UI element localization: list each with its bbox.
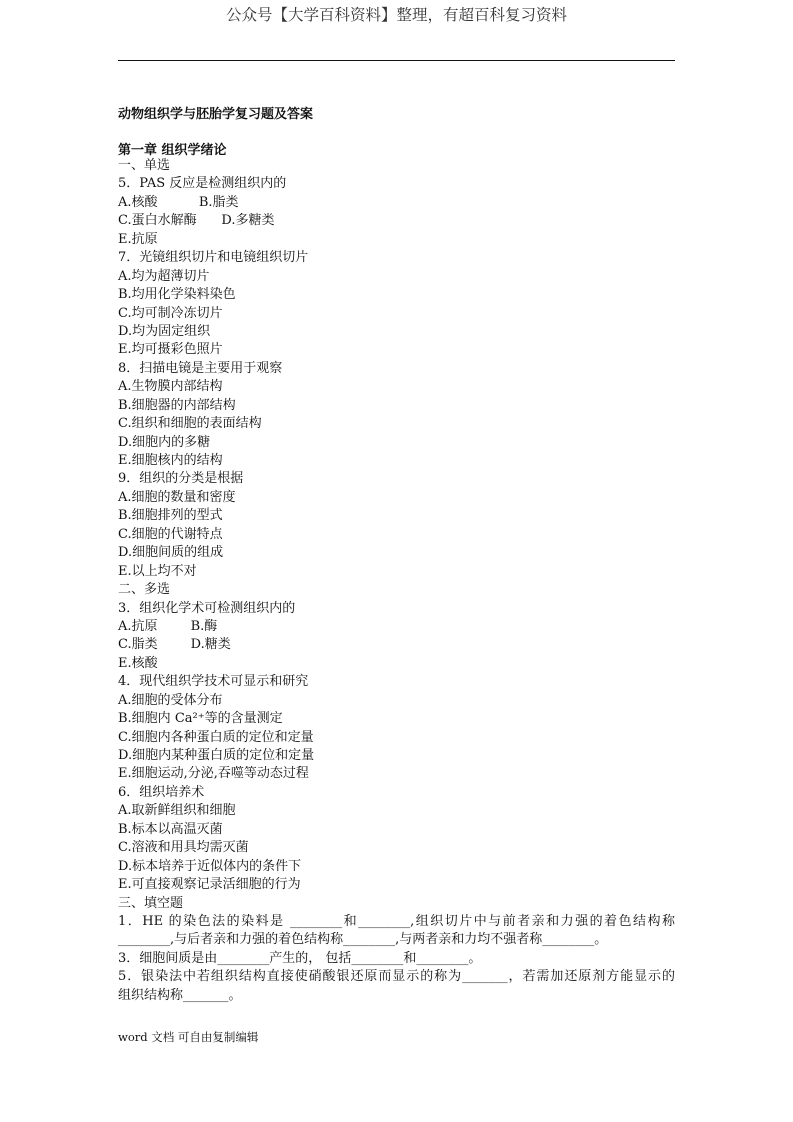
text-line: 组织结构称_______。 xyxy=(118,987,242,1003)
text-line: B.细胞器的内部结构 xyxy=(118,397,236,413)
text-line: 3．组织化学术可检测组织内的 xyxy=(118,600,296,616)
page-header: 公众号【大学百科资料】整理，有超百科复习资料 xyxy=(225,6,567,24)
chapter-heading: 第一章 组织学绪论 xyxy=(118,143,227,158)
text-line: 9．组织的分类是根据 xyxy=(118,471,244,487)
document-body xyxy=(118,157,675,1005)
text-line: A.抗原 B.酶 xyxy=(118,618,218,634)
text-line: D.细胞内某种蛋白质的定位和定量 xyxy=(118,748,315,763)
text-line: 1．HE 的染色法的染料是 ________和________,组织切片中与前者亲和力强的着色结构称 xyxy=(118,913,675,929)
document-title: 动物组织学与胚胎学复习题及答案 xyxy=(118,107,314,122)
text-line: C.细胞的代谢特点 xyxy=(118,526,223,542)
text-line: 7．光镜组织切片和电镜组织切片 xyxy=(118,250,309,266)
text-line: 5．PAS 反应是检测组织内的 xyxy=(118,176,287,192)
text-line: 4．现代组织学技术可显示和研究 xyxy=(118,674,309,690)
text-line: ________,与后者亲和力强的着色结构称________,与两者亲和力均不强者称________。 xyxy=(118,932,608,948)
text-line: E.细胞核内的结构 xyxy=(118,453,223,468)
text-line: 3．细胞间质是由________产生的， 包括________和________。 xyxy=(118,950,482,966)
text-line: A.生物膜内部结构 xyxy=(118,379,223,395)
text-line: B.标本以高温灭菌 xyxy=(118,821,223,837)
text-line: 三、填空题 xyxy=(118,895,184,911)
text-line: A.均为超薄切片 xyxy=(118,268,210,284)
text-line: A.取新鲜组织和细胞 xyxy=(118,803,236,819)
page-footer: word 文档 可自由复制编辑 xyxy=(118,1030,259,1044)
text-line: A.核酸 B.脂类 xyxy=(118,194,239,210)
text-line: 5．银染法中若组织结构直接使硝酸银还原而显示的称为_______，若需加还原剂方能显示的 xyxy=(118,969,675,985)
text-line: D.标本培养于近似体内的条件下 xyxy=(118,858,302,874)
text-line: E.细胞运动,分泌,吞噬等动态过程 xyxy=(118,766,309,782)
text-line: D.细胞内的多糖 xyxy=(118,434,211,450)
text-line: B.细胞内 Ca²⁺等的含量测定 xyxy=(118,711,283,727)
text-line: E.均可摄彩色照片 xyxy=(118,342,223,358)
text-line: A.细胞的受体分布 xyxy=(118,692,223,708)
text-line: E.以上均不对 xyxy=(118,563,197,579)
text-line: C.蛋白水解酶 D.多糖类 xyxy=(118,213,275,229)
text-line: C.均可制冷冻切片 xyxy=(118,305,223,321)
text-line: B.均用化学染料染色 xyxy=(118,287,236,303)
text-line: C.组织和细胞的表面结构 xyxy=(118,416,262,432)
text-line: A.细胞的数量和密度 xyxy=(118,489,236,505)
text-line: C.溶液和用具均需灭菌 xyxy=(118,840,249,856)
text-line: D.细胞间质的组成 xyxy=(118,545,224,561)
text-line: C.细胞内各种蛋白质的定位和定量 xyxy=(118,729,314,745)
text-line: D.均为固定组织 xyxy=(118,323,211,339)
text-line: 8．扫描电镜是主要用于观察 xyxy=(118,360,283,376)
text-line: 一、单选 xyxy=(118,158,171,173)
text-line: E.核酸 xyxy=(118,655,158,671)
text-line: E.抗原 xyxy=(118,231,158,247)
text-line: E.可直接观察记录活细胞的行为 xyxy=(118,877,301,893)
text-line: C.脂类 D.糖类 xyxy=(118,637,231,653)
text-line: 二、多选 xyxy=(118,582,171,598)
header-rule xyxy=(118,60,675,61)
text-line: B.细胞排列的型式 xyxy=(118,508,223,524)
text-line: 6．组织培养术 xyxy=(118,784,205,800)
